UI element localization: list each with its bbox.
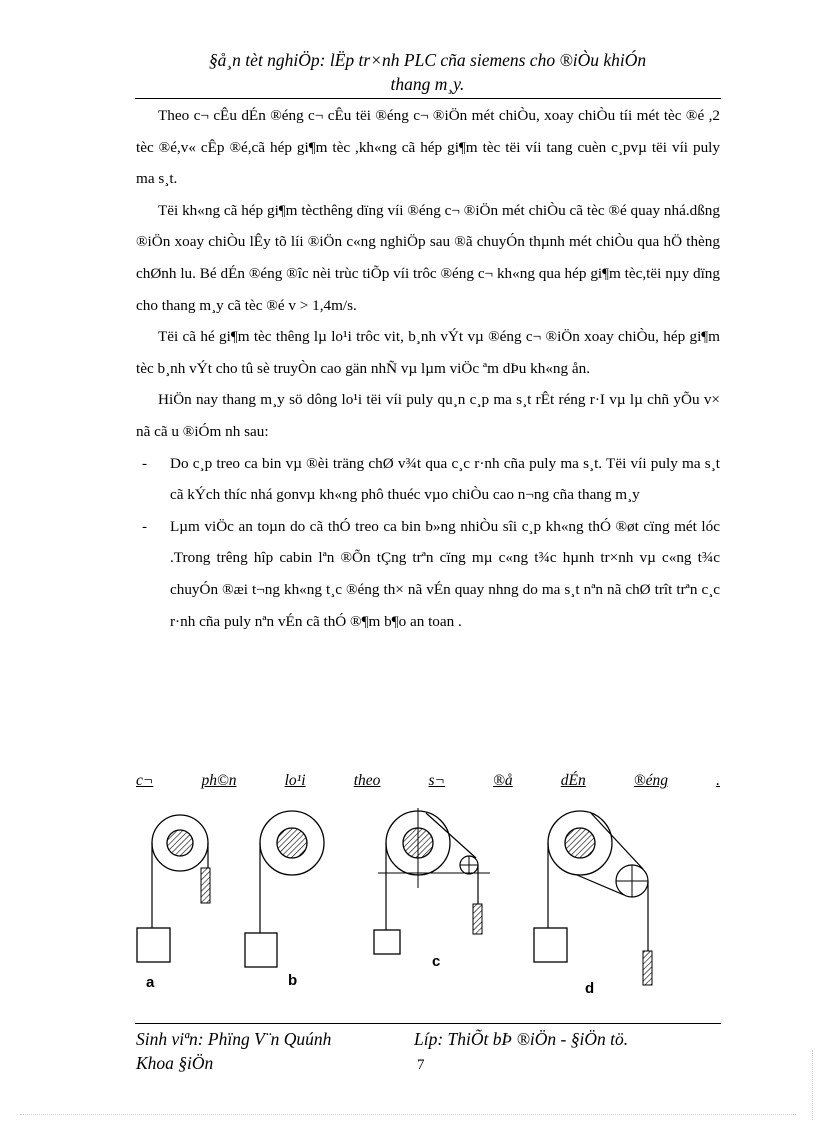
footer-divider: [135, 1023, 721, 1024]
car-cabin: [245, 933, 277, 967]
student-name: Sinh viªn: Phïng V¨n Quúnh: [136, 1029, 332, 1049]
paragraph-3: Tëi cã hé gi¶m tèc thêng lµ lo¹i trôc vit, b¸nh vÝt vµ ®éng c¬ ®iÖn xoay chiÒu, hép gi¶m tèc b¸nh vÝt cho tû sè truyÒn cao gän nhÑ vµ lµm viÖc ªm dÞu kh«ng ån.: [136, 328, 720, 377]
class-name: Líp: ThiÕt bÞ ®iÖn - §iÖn tö.: [414, 1029, 629, 1049]
paragraph-1: Theo c¬ cÊu dÉn ®éng c¬ cÊu tëi ®éng c¬ ®iÖn mét chiÒu, xoay chiÒu tíi mét tèc ®é ,2 tèc ®é,v« cÊp ®é,cã hép gi¶m tèc ,kh«ng cã hép gi¶m tèc tëi víi tang cuèn c¸pvµ tëi víi puly ma s¸t.: [136, 107, 720, 188]
bullet-dash: -: [142, 517, 148, 535]
page-footer: [136, 1027, 720, 1077]
list-item-text: Do c¸p treo ca bin vµ ®èi träng chØ v¾t qua c¸c r·nh cña puly ma s¸t. Tëi víi puly ma s¸t cã kÝch thíc nhá gonvµ kh«ng phô thuéc vµo chiÒu cao n¬ng cña thang m¸y: [170, 454, 720, 504]
car-cabin: [374, 930, 400, 954]
list-item: [136, 448, 720, 511]
motor-shaft: [565, 828, 595, 858]
caption-word: .: [716, 772, 720, 789]
header-divider: [135, 98, 721, 99]
label-a: a: [146, 974, 155, 991]
advantages-list: [136, 448, 720, 638]
faculty-name: Khoa §iÖn: [136, 1053, 214, 1073]
drive-scheme-figure: [120, 808, 720, 1008]
figure-caption: [136, 772, 720, 790]
document-body: [136, 100, 720, 637]
header-title-line1: §å¸n tèt nghiÖp: lËp tr×nh PLC cña siemens cho ®iÒu khiÓn: [208, 50, 647, 70]
caption-word: c¬: [136, 772, 154, 789]
page-header: [135, 48, 720, 96]
caption-word: theo: [353, 772, 381, 789]
header-title-line2: thang m¸y.: [390, 74, 465, 94]
label-c: c: [432, 953, 441, 970]
label-d: d: [585, 980, 595, 997]
counterweight: [473, 904, 482, 934]
car-cabin: [137, 928, 170, 962]
page-boundary-dots: [20, 1114, 796, 1115]
caption-word: ph©n: [201, 772, 237, 789]
page-boundary-dots-vertical: [812, 1050, 813, 1120]
label-b: b: [288, 972, 298, 989]
car-cabin: [534, 928, 567, 962]
counterweight: [643, 951, 652, 985]
diagram-d: [534, 811, 652, 997]
caption-word: ®éng: [633, 772, 668, 789]
list-item: [136, 511, 720, 637]
bullet-dash: -: [142, 454, 148, 472]
diagram-b: [245, 811, 324, 989]
caption-word: dÉn: [560, 772, 586, 789]
caption-word: lo¹i: [284, 772, 306, 789]
motor-shaft: [277, 828, 307, 858]
paragraph-4: HiÖn nay thang m¸y sö dông lo¹i tëi víi puly qu¸n c¸p ma s¸t rÊt réng r·I vµ lµ chñ yÕu v× nã cã u ®iÓm nh sau:: [136, 391, 720, 440]
list-item-text: Lµm viÖc an toµn do cã thÓ treo ca bin b»ng nhiÒu sîi c¸p kh«ng thÓ ®øt cïng mét lóc .Trong trêng hîp cabin lªn ®Õn tÇng trªn cïng mµ c«ng t¾c hµnh tr×nh vµ c«ng t¾c chuyÓn ®æi t¬ng kh«ng t¸c ®éng th× nã vÉn quay nhng do ma s¸t nªn nã chØ trît trªn c¸c r·nh cña puly nªn vÉn cã thÓ ®¶m b¶o an toan .: [170, 517, 720, 630]
motor-shaft: [167, 830, 193, 856]
diagram-a: [137, 815, 210, 991]
page-number: 7: [417, 1057, 425, 1073]
diagram-c: [374, 808, 490, 970]
motor-shaft: [403, 828, 433, 858]
paragraph-2: Tëi kh«ng cã hép gi¶m tècthêng dïng víi ®éng c¬ ®iÖn mét chiÒu cã tèc ®é quay nhá.dßng ®iÖn xoay chiÒu lÊy tõ líi ®iÖn c«ng nghiÖp sau ®ã chuyÓn thµnh mét chiÒu qua hÖ thèng chØnh lu. Bé dÉn ®éng ®îc nèi trùc tiÕp víi trôc ®éng c¬ kh«ng qua hép gi¶m tèc,tëi nµy dïng cho thang m¸y cã tèc ®é v > 1,4m/s.: [136, 201, 720, 314]
caption-word: ®å: [493, 772, 513, 789]
caption-word: s¬: [428, 772, 446, 789]
counterweight: [201, 868, 210, 903]
